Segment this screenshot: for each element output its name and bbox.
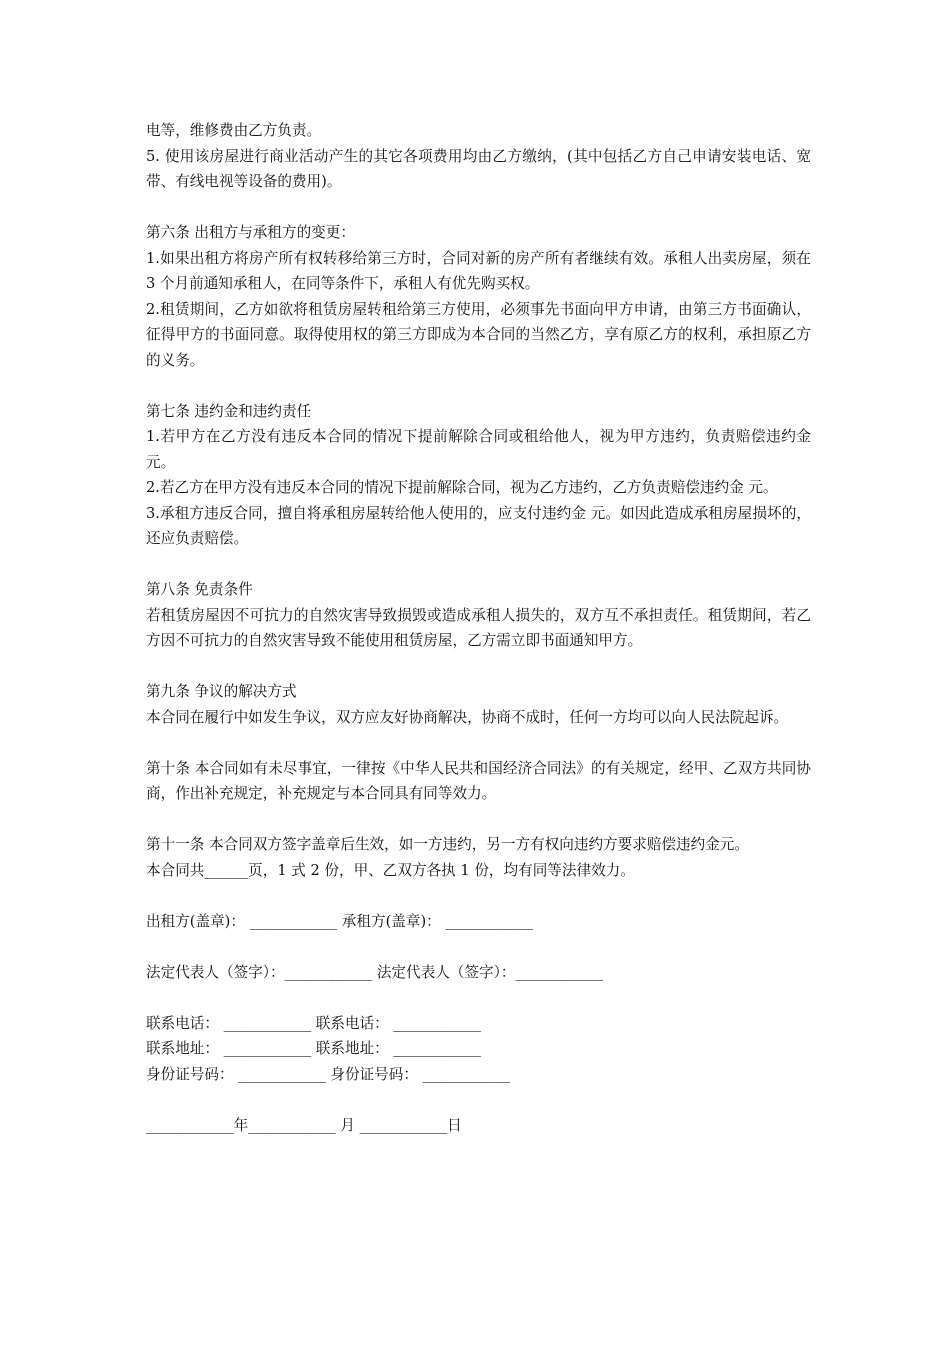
spacer [146,373,811,399]
article-9-title: 第九条 争议的解决方式 [146,683,297,700]
article-7-clause-1: 1.若甲方在乙方没有违反本合同的情况下提前解除合同或租给他人，视为甲方违约，负责赔偿违约金 元。 [146,428,811,471]
article-6-title: 第六条 出租方与承租方的变更： [146,224,355,241]
article-7-clause-2: 2.若乙方在甲方没有违反本合同的情况下提前解除合同，视为乙方违约，乙方负责赔偿违约金 元。 [146,479,778,496]
copies-statement: 本合同共______页，1 式 2 份，甲、乙双方各执 1 份，均有同等法律效力。 [146,861,635,879]
contract-page [146,118,811,1138]
article-9-body: 本合同在履行中如发生争议，双方应友好协商解决，协商不成时，任何一方均可以向人民法院起诉。 [146,708,789,726]
article-6-clause-2: 2.租赁期间，乙方如欲将租赁房屋转租给第三方使用，必须事先书面向甲方申请，由第三方书面确认，征得甲方的书面同意。取得使用权的第三方即成为本合同的当然乙方，享有原乙方的权利，承担原乙方的义务。 [146,300,811,369]
legal-representative-line: 法定代表人（签字）：____________ 法定代表人（签字）：____________ [146,963,604,981]
id-number-line: 身份证号码： ____________ 身份证号码： ____________ [146,1065,511,1083]
article-7-title: 第七条 违约金和违约责任 [146,402,312,420]
spacer [146,195,811,221]
spacer [146,934,811,960]
article-8-title: 第八条 免责条件 [146,581,253,598]
address-line: 联系地址： ____________ 联系地址： ____________ [146,1040,481,1057]
article-7-clause-3: 3.承租方违反合同，擅自将承租房屋转给他人使用的，应支付违约金 元。如因此造成承租房屋损坏的，还应负责赔偿。 [146,504,811,547]
seal-signature-line: 出租方(盖章)： ____________ 承租方(盖章)： ____________ [146,912,533,930]
spacer [146,1087,811,1113]
paragraph-maintenance: 电等，维修费由乙方负责。 [146,122,322,139]
spacer [146,730,811,756]
article-10-body: 第十条 本合同如有未尽事宜，一律按《中华人民共和国经济合同法》的有关规定，经甲、乙双方共同协商，作出补充规定，补充规定与本合同具有同等效力。 [146,759,811,802]
article-11-body: 第十一条 本合同双方签字盖章后生效，如一方违约，另一方有权向违约方要求赔偿违约金元。 [146,836,749,853]
article-6-clause-1: 1.如果出租方将房产所有权转移给第三方时，合同对新的房产所有者继续有效。承租人出卖房屋，须在 3 个月前通知承租人，在同等条件下，承租人有优先购买权。 [146,249,811,292]
date-line: ____________年____________ 月 ____________日 [146,1116,462,1134]
spacer [146,552,811,578]
spacer [146,883,811,909]
spacer [146,985,811,1011]
phone-line: 联系电话： ____________ 联系电话： ____________ [146,1014,481,1032]
article-8-body: 若租赁房屋因不可抗力的自然灾害导致损毁或造成承租人损失的，双方互不承担责任。租赁期间，若乙方因不可抗力的自然灾害导致不能使用租赁房屋，乙方需立即书面通知甲方。 [146,606,811,649]
paragraph-clause-5: 5. 使用该房屋进行商业活动产生的其它各项费用均由乙方缴纳，(其中包括乙方自己申请安装电话、宽带、有线电视等设备的费用)。 [146,147,811,190]
spacer [146,807,811,833]
spacer [146,654,811,680]
